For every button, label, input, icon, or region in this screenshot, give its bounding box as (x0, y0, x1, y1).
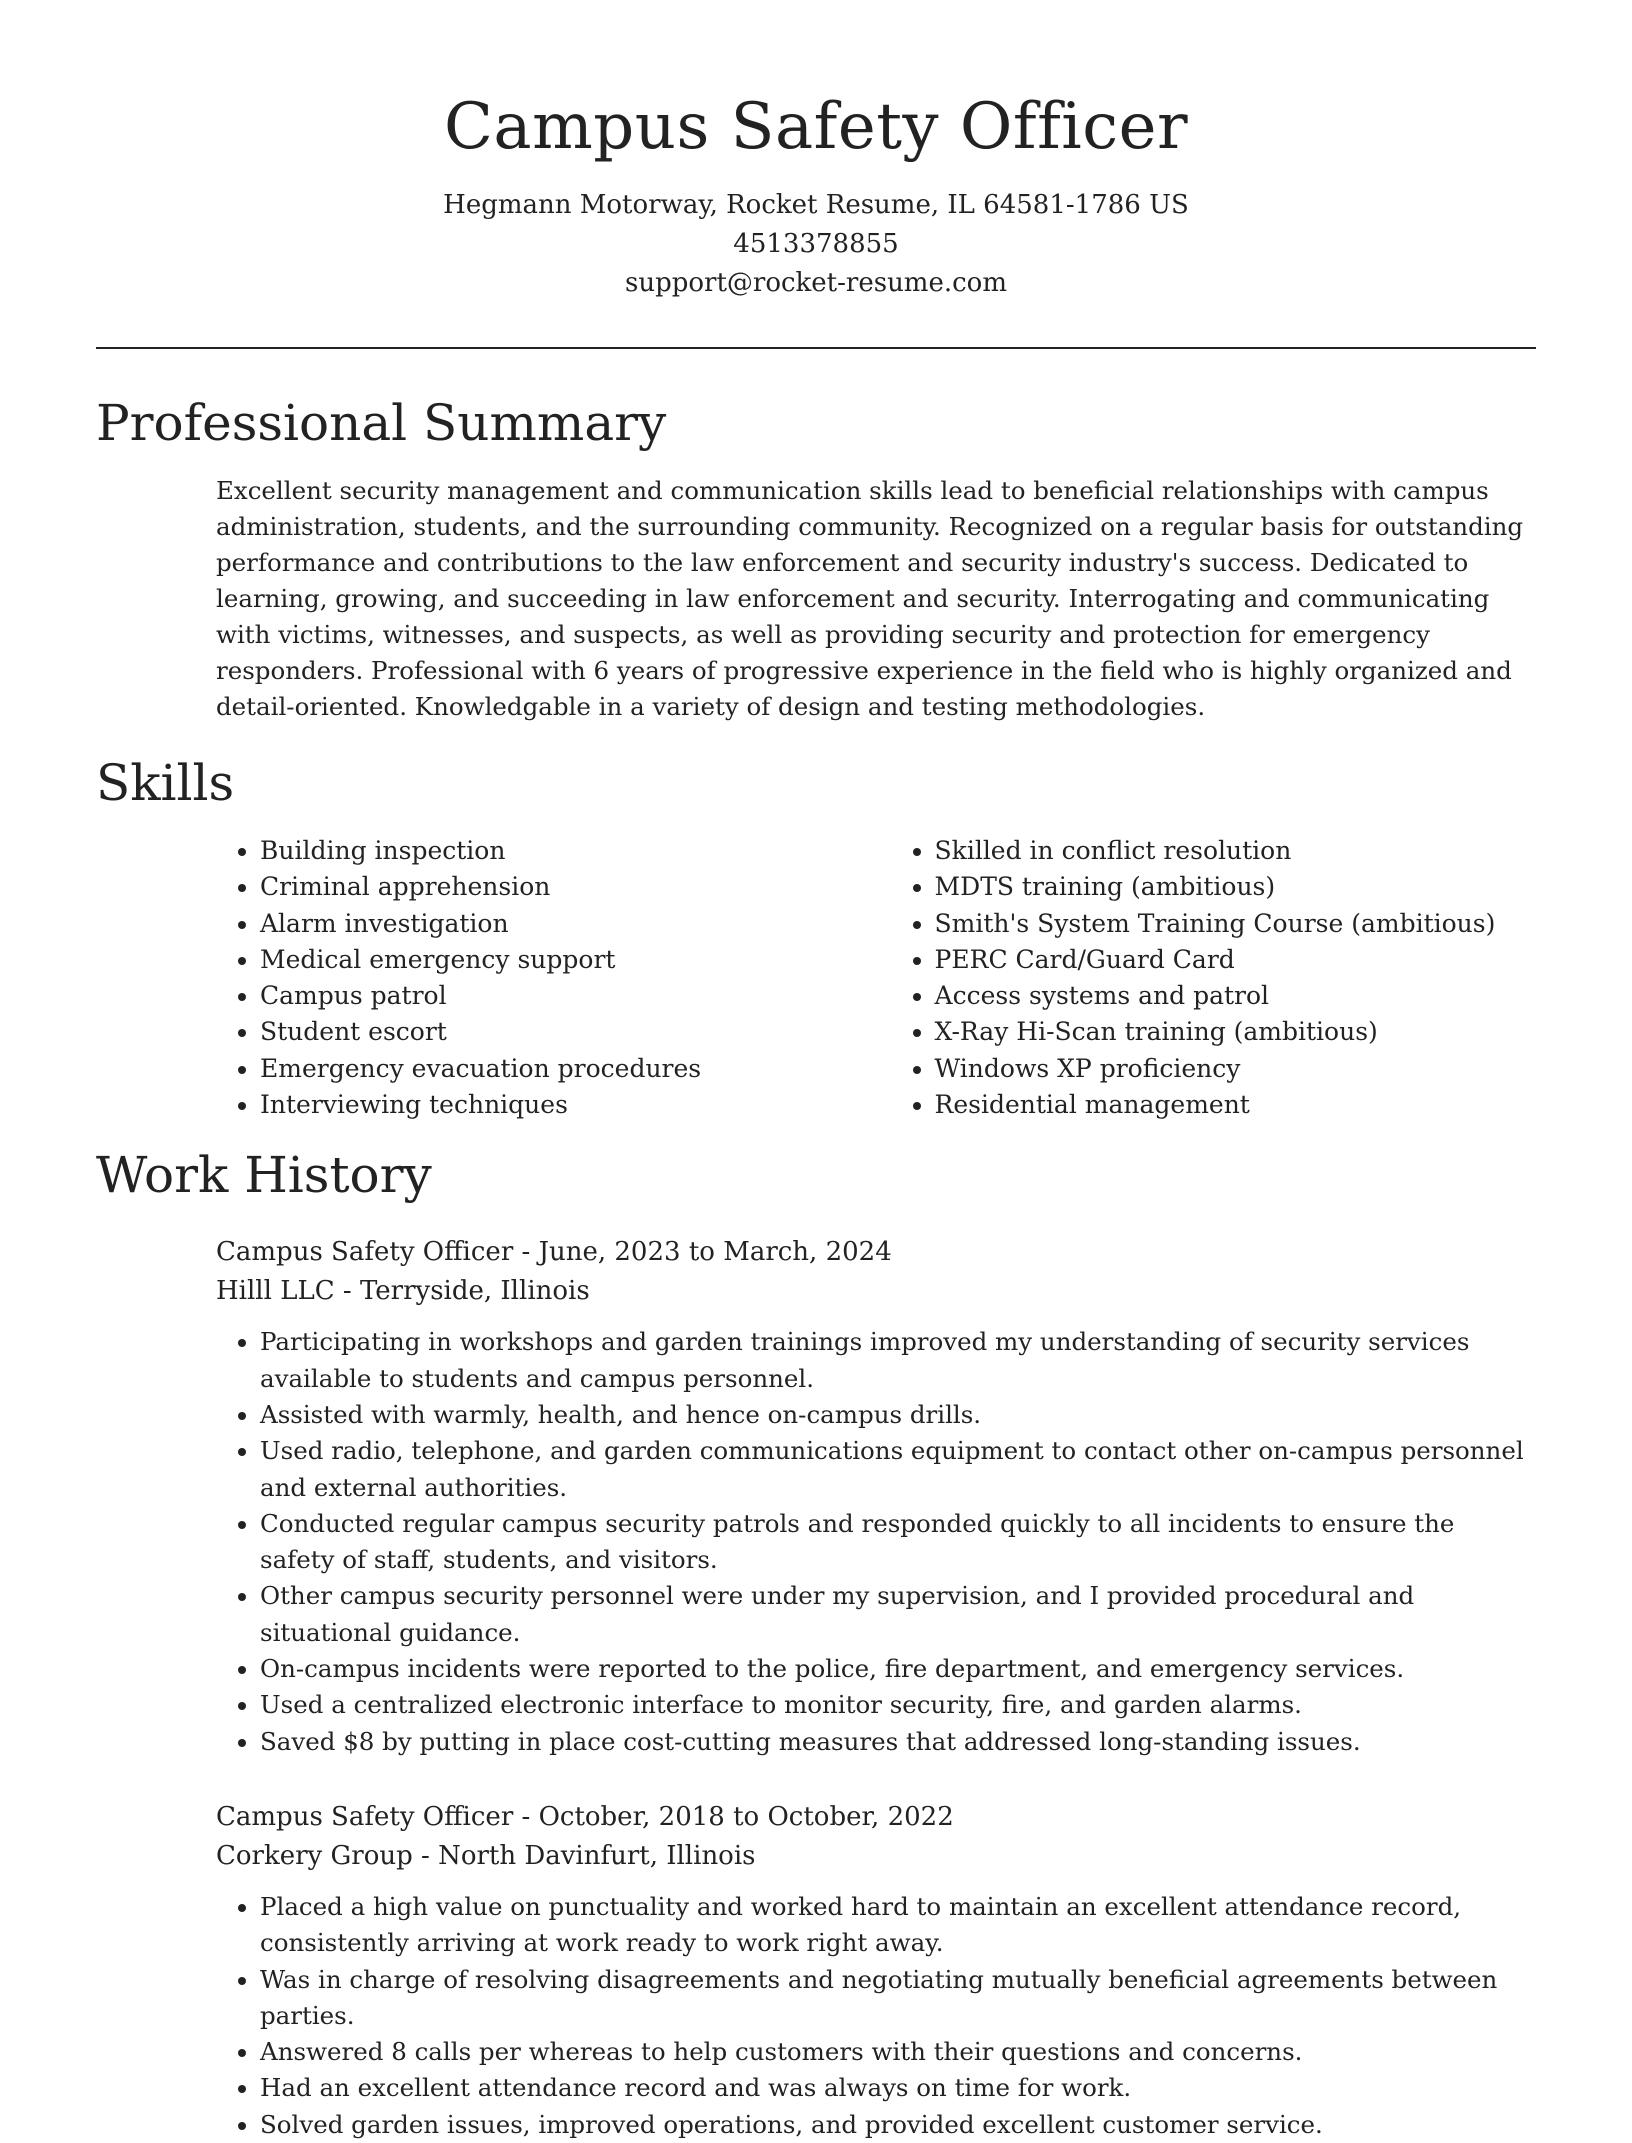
job-location: - Terryside, Illinois (334, 1276, 590, 1307)
job-bullet: • Solved garden issues, improved operations, and provided excellent customer service. (260, 2107, 1536, 2143)
skills-list-right (891, 833, 1536, 1123)
job-bullet: • Participating in workshops and garden trainings improved my understanding of security services available to students and campus personnel. (260, 1324, 1536, 1397)
job-bullets (216, 1889, 1536, 2143)
candidate-title: Campus Safety Officer (443, 90, 1189, 164)
contact-email: support@rocket-resume.com (624, 268, 1007, 298)
skill-item: • Alarm investigation (260, 906, 891, 942)
job-company: Corkery Group (216, 1840, 413, 1871)
skills-columns (216, 833, 1536, 1123)
skills-list-left (216, 833, 891, 1123)
skill-item: • MDTS training (ambitious) (935, 869, 1536, 905)
job-bullet: • Answered 8 calls per whereas to help customers with their questions and concerns. (260, 2034, 1536, 2070)
job-bullet: • Saved $8 by putting in place cost-cutting measures that addressed long-standing issues. (260, 1724, 1536, 1760)
job-location: - North Davinfurt, Illinois (412, 1840, 756, 1871)
job-title: Campus Safety Officer (216, 1237, 514, 1268)
job-bullet: • Conducted regular campus security patrols and responded quickly to all incidents to ensure the safety of staff, students, and visitors. (260, 1506, 1536, 1579)
job-company: Hilll LLC (216, 1276, 335, 1307)
skill-item: • Medical emergency support (260, 942, 891, 978)
skill-item: • Criminal apprehension (260, 869, 891, 905)
section-title-skills: Skills (96, 754, 235, 812)
skill-item: • PERC Card/Guard Card (935, 942, 1536, 978)
section-title-work: Work History (96, 1146, 432, 1205)
job-bullets (216, 1324, 1536, 1760)
job-title: Campus Safety Officer (216, 1801, 514, 1832)
job-dates: - June, 2023 to March, 2024 (513, 1237, 892, 1268)
skill-item: • Campus patrol (260, 978, 891, 1014)
job-entry (216, 1233, 1536, 1760)
resume-header (96, 0, 1536, 303)
skill-item: • Smith's System Training Course (ambitious) (935, 906, 1536, 942)
resume-page (96, 0, 1536, 2143)
job-title-line (216, 1233, 1536, 1272)
contact-phone: 4513378855 (733, 229, 899, 259)
job-bullet: • Had an excellent attendance record and was always on time for work. (260, 2070, 1536, 2106)
skill-item: • Windows XP proficiency (935, 1051, 1536, 1087)
skill-item: • Student escort (260, 1014, 891, 1050)
skill-item: • Residential management (935, 1087, 1536, 1123)
skill-item: • Interviewing techniques (260, 1087, 891, 1123)
work-history-section (96, 1145, 1536, 2143)
job-entry (216, 1798, 1536, 2143)
skill-item: • Access systems and patrol (935, 978, 1536, 1014)
skill-item: • Skilled in conflict resolution (935, 833, 1536, 869)
job-bullet: • Used a centralized electronic interface to monitor security, fire, and garden alarms. (260, 1687, 1536, 1723)
job-bullet: • Was in charge of resolving disagreements and negotiating mutually beneficial agreements between parties. (260, 1962, 1536, 2035)
job-title-line (216, 1798, 1536, 1837)
skill-item: • Building inspection (260, 833, 891, 869)
section-title-summary: Professional Summary (96, 394, 667, 452)
contact-address: Hegmann Motorway, Rocket Resume, IL 64581-1786 US (443, 190, 1189, 220)
skills-section (96, 753, 1536, 1123)
job-bullet: • Assisted with warmly, health, and hence on-campus drills. (260, 1397, 1536, 1433)
job-bullet: • On-campus incidents were reported to the police, fire department, and emergency services. (260, 1651, 1536, 1687)
header-divider (96, 347, 1536, 349)
job-dates: - October, 2018 to October, 2022 (513, 1801, 954, 1832)
job-company-line (216, 1837, 1536, 1876)
job-bullet: • Used radio, telephone, and garden communications equipment to contact other on-campus personnel and external authorities. (260, 1433, 1536, 1506)
skill-item: • X-Ray Hi-Scan training (ambitious) (935, 1014, 1536, 1050)
professional-summary-section (96, 393, 1536, 725)
summary-text: Excellent security management and communication skills lead to beneficial relationships with campus administration, students, and the surrounding community. Recognized on a regular basis for outstanding performance and contributions to the law enforcement and security industry's success. Dedicated to learning, growing, and succeeding in law enforcement and security. Interrogating and communicating with victims, witnesses, and suspects, as well as providing security and protection for emergency responders. Professional with 6 years of progressive experience in the field who is highly organized and detail-oriented. Knowledgable in a variety of design and testing methodologies. (216, 476, 1524, 721)
job-bullet: • Placed a high value on punctuality and worked hard to maintain an excellent attendance record, consistently arriving at work ready to work right away. (260, 1889, 1536, 1962)
skill-item: • Emergency evacuation procedures (260, 1051, 891, 1087)
job-company-line (216, 1272, 1536, 1311)
job-bullet: • Other campus security personnel were under my supervision, and I provided procedural and situational guidance. (260, 1578, 1536, 1651)
